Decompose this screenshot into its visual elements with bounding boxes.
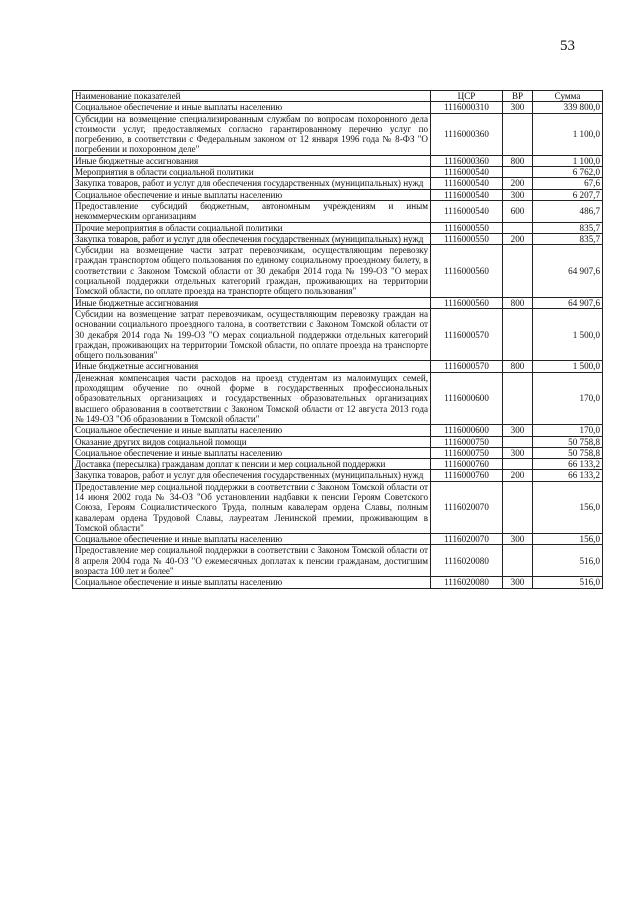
row-csr: 1116000760 (431, 459, 503, 470)
row-csr: 1116000550 (431, 222, 503, 233)
row-csr: 1116000750 (431, 447, 503, 458)
row-vr: 300 (503, 577, 533, 588)
row-vr: 300 (503, 447, 533, 458)
row-sum: 156,0 (533, 481, 603, 533)
row-sum: 66 133,2 (533, 459, 603, 470)
row-name: Закупка товаров, работ и услуг для обеспечения государственных (муниципальных) нужд (73, 470, 431, 481)
row-vr (503, 545, 533, 577)
row-name: Оказание других видов социальной помощи (73, 436, 431, 447)
row-vr: 800 (503, 297, 533, 308)
row-vr: 200 (503, 233, 533, 244)
table-row (73, 178, 603, 189)
row-csr: 1116000360 (431, 113, 503, 155)
row-csr: 1116000570 (431, 361, 503, 372)
row-name: Денежная компенсация части расходов на проезд студентам из малоимущих семей, проходящим обучение по очной форме в государственных профессиональных образовательных организациях и государственных образовательных организациях высшего образования в соответствии с Законом Томской области от 12 августа 2013 года № 149-ОЗ "Об образовании в Томской области" (73, 372, 431, 424)
row-csr: 1116000540 (431, 178, 503, 189)
row-sum: 50 758,8 (533, 436, 603, 447)
row-name: Субсидии на возмещение специализированным службам по вопросам похоронного дела стоимости услуг, предоставляемых согласно гарантированному перечню услуг по погребению, в соответствии с Федеральным законом от 12 января 1996 года № 8-ФЗ "О погребении и похоронном деле" (73, 113, 431, 155)
row-csr: 1116000560 (431, 245, 503, 297)
page-number: 53 (560, 38, 575, 54)
row-vr: 300 (503, 102, 533, 113)
row-name: Социальное обеспечение и иные выплаты населению (73, 425, 431, 436)
row-sum: 835,7 (533, 233, 603, 244)
row-name: Социальное обеспечение и иные выплаты населению (73, 102, 431, 113)
table-row (73, 155, 603, 166)
row-csr: 1116020070 (431, 534, 503, 545)
row-name: Доставка (пересылка) гражданам доплат к пенсии и мер социальной поддержки (73, 459, 431, 470)
row-sum: 486,7 (533, 200, 603, 222)
row-name: Субсидии на возмещение затрат перевозчикам, осуществляющим перевозку граждан на основании социального проездного талона, в соответствии с Законом Томской области от 30 декабря 2014 года № 199-ОЗ "О мерах социальной поддержки отдельных категорий граждан, проживающих на территории Томской области, по оплате проезда на транспорте общего пользования" (73, 308, 431, 360)
row-name: Закупка товаров, работ и услуг для обеспечения государственных (муниципальных) нужд (73, 178, 431, 189)
row-vr: 300 (503, 189, 533, 200)
table-row (73, 459, 603, 470)
row-name: Мероприятия в области социальной политики (73, 167, 431, 178)
row-name: Социальное обеспечение и иные выплаты населению (73, 189, 431, 200)
row-csr: 1116020070 (431, 481, 503, 533)
row-sum: 1 100,0 (533, 155, 603, 166)
table-row (73, 113, 603, 155)
row-sum: 6 207,7 (533, 189, 603, 200)
row-sum: 170,0 (533, 425, 603, 436)
table-row (73, 189, 603, 200)
row-vr: 200 (503, 178, 533, 189)
table-row (73, 447, 603, 458)
row-sum: 67,6 (533, 178, 603, 189)
table-row (73, 361, 603, 372)
row-sum: 339 800,0 (533, 102, 603, 113)
row-name: Иные бюджетные ассигнования (73, 297, 431, 308)
table-header-row (73, 91, 603, 102)
row-vr (503, 167, 533, 178)
row-name: Социальное обеспечение и иные выплаты населению (73, 447, 431, 458)
row-name: Иные бюджетные ассигнования (73, 155, 431, 166)
row-vr: 200 (503, 470, 533, 481)
table-row (73, 577, 603, 588)
row-sum: 516,0 (533, 545, 603, 577)
table-row (73, 470, 603, 481)
row-csr: 1116020080 (431, 545, 503, 577)
table-body (73, 102, 603, 588)
row-sum: 1 500,0 (533, 361, 603, 372)
row-csr: 1116000540 (431, 189, 503, 200)
row-csr: 1116000750 (431, 436, 503, 447)
row-vr: 800 (503, 361, 533, 372)
row-name: Предоставление мер социальной поддержки в соответствии с Законом Томской области от 8 апреля 2004 года № 40-ОЗ "О ежемесячных доплатах к пенсии гражданам, достигшим возраста 100 лет и более" (73, 545, 431, 577)
row-name: Иные бюджетные ассигнования (73, 361, 431, 372)
table-row (73, 545, 603, 577)
row-name: Социальное обеспечение и иные выплаты населению (73, 534, 431, 545)
row-vr (503, 308, 533, 360)
table-row (73, 481, 603, 533)
row-sum: 66 133,2 (533, 470, 603, 481)
row-name: Предоставление мер социальной поддержки в соответствии с Законом Томской области от 14 июня 2002 года № 34-ОЗ "Об установлении надбавки к пенсии Героям Советского Союза, Героям Социалистического Труда, полным кавалерам ордена Славы, полным кавалерам ордена Трудовой Славы, лауреатам Ленинской премии, проживающим в Томской области" (73, 481, 431, 533)
table-row (73, 436, 603, 447)
row-vr (503, 113, 533, 155)
row-sum: 64 907,6 (533, 297, 603, 308)
row-csr: 1116000600 (431, 372, 503, 424)
row-sum: 1 100,0 (533, 113, 603, 155)
table-row (73, 372, 603, 424)
table-row (73, 297, 603, 308)
row-name: Закупка товаров, работ и услуг для обеспечения государственных (муниципальных) нужд (73, 233, 431, 244)
table-row (73, 102, 603, 113)
header-csr: ЦСР (431, 91, 503, 102)
row-sum: 156,0 (533, 534, 603, 545)
row-csr: 1116000360 (431, 155, 503, 166)
table-row (73, 222, 603, 233)
row-vr (503, 481, 533, 533)
table-row (73, 167, 603, 178)
header-vr: ВР (503, 91, 533, 102)
row-csr: 1116020080 (431, 577, 503, 588)
row-name: Социальное обеспечение и иные выплаты населению (73, 577, 431, 588)
row-vr (503, 459, 533, 470)
row-csr: 1116000550 (431, 233, 503, 244)
row-csr: 1116000540 (431, 200, 503, 222)
table-row (73, 308, 603, 360)
row-sum: 516,0 (533, 577, 603, 588)
row-csr: 1116000570 (431, 308, 503, 360)
row-sum: 64 907,6 (533, 245, 603, 297)
row-vr: 800 (503, 155, 533, 166)
row-vr (503, 436, 533, 447)
row-vr (503, 372, 533, 424)
row-vr: 300 (503, 534, 533, 545)
table-row (73, 534, 603, 545)
table-row (73, 425, 603, 436)
row-csr: 1116000310 (431, 102, 503, 113)
row-vr (503, 222, 533, 233)
row-csr: 1116000560 (431, 297, 503, 308)
row-csr: 1116000760 (431, 470, 503, 481)
row-name: Субсидии на возмещение части затрат перевозчикам, осуществляющим перевозку граждан транспортом общего пользования по единому социальному проездному билету, в соответствии с Законом Томской области от 30 декабря 2014 года № 199-ОЗ "О мерах социальной поддержки отдельных категорий граждан, проживающих на территории Томской области, по оплате проезда на транспорте общего пользования" (73, 245, 431, 297)
row-sum: 170,0 (533, 372, 603, 424)
row-vr: 600 (503, 200, 533, 222)
header-sum: Сумма (533, 91, 603, 102)
table-row (73, 233, 603, 244)
row-name: Прочие мероприятия в области социальной политики (73, 222, 431, 233)
table-row (73, 200, 603, 222)
row-sum: 1 500,0 (533, 308, 603, 360)
row-csr: 1116000540 (431, 167, 503, 178)
row-csr: 1116000600 (431, 425, 503, 436)
table-row (73, 245, 603, 297)
row-vr (503, 245, 533, 297)
row-name: Предоставление субсидий бюджетным, автономным учреждениям и иным некоммерческим организациям (73, 200, 431, 222)
row-sum: 835,7 (533, 222, 603, 233)
budget-table (72, 90, 603, 589)
header-name: Наименование показателей (73, 91, 431, 102)
row-vr: 300 (503, 425, 533, 436)
row-sum: 6 762,0 (533, 167, 603, 178)
row-sum: 50 758,8 (533, 447, 603, 458)
